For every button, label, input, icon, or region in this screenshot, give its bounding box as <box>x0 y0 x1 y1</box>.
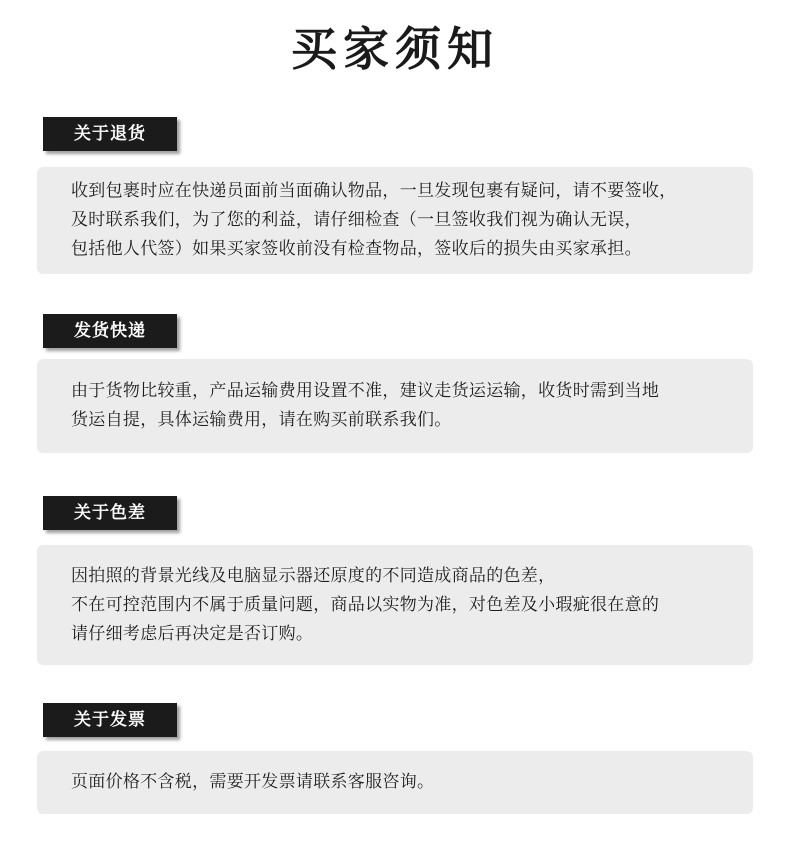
section-text-line: 货运自提，具体运输费用，请在购买前联系我们。 <box>71 410 452 430</box>
section-text-line: 不在可控范围内不属于质量问题，商品以实物为准，对色差及小瑕疵很在意的 <box>71 594 660 615</box>
section-body-invoice <box>37 751 753 814</box>
section-body-shipping <box>37 359 753 453</box>
section-text-line: 及时联系我们，为了您的利益，请仔细检查（一旦签收我们视为确认无误， <box>71 210 642 230</box>
section-text-line: 请仔细考虑后再决定是否订购。 <box>71 623 314 644</box>
section-body-color-difference <box>37 545 753 665</box>
section-text-line: 因拍照的背景光线及电脑显示器还原度的不同造成商品的色差， <box>71 565 556 586</box>
section-heading-shipping: 发货快递 <box>43 314 177 348</box>
page-title: 买家须知 <box>291 22 499 76</box>
section-heading-invoice: 关于发票 <box>43 703 177 737</box>
section-text-line: 收到包裹时应在快递员面前当面确认物品，一旦发现包裹有疑问，请不要签收， <box>71 181 677 201</box>
section-heading-color-difference: 关于色差 <box>43 496 177 530</box>
section-text-line: 页面价格不含税，需要开发票请联系客服咨询。 <box>71 772 435 792</box>
section-heading-return: 关于退货 <box>43 117 177 151</box>
section-text-line: 由于货物比较重，产品运输费用设置不准，建议走货运运输，收货时需到当地 <box>71 381 660 401</box>
section-body-return <box>37 167 753 274</box>
section-text-line: 包括他人代签）如果买家签收前没有检查物品，签收后的损失由买家承担。 <box>71 239 642 259</box>
